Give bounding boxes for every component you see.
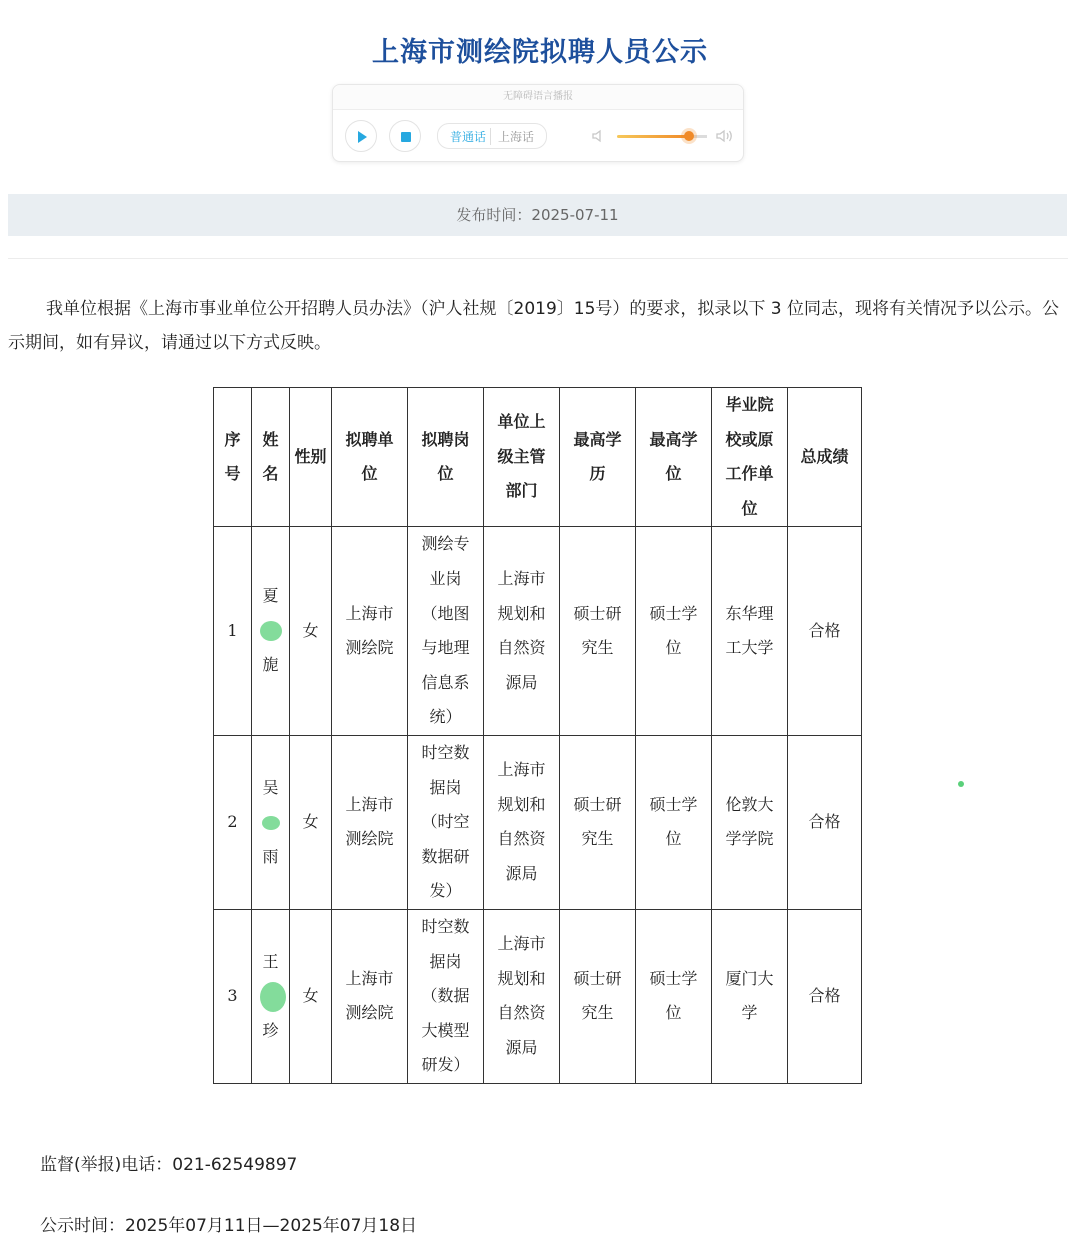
publish-date: 发布时间：2025-07-11 bbox=[8, 194, 1067, 236]
degree-cell: 硕士学位 bbox=[636, 909, 712, 1083]
header-cell: 最高学位 bbox=[636, 388, 712, 527]
name-cell bbox=[252, 735, 290, 909]
score-cell: 合格 bbox=[788, 909, 862, 1083]
table-header-row bbox=[214, 388, 862, 527]
table-row bbox=[214, 909, 862, 1083]
redaction-mark bbox=[260, 621, 282, 641]
gender-cell: 女 bbox=[290, 527, 332, 736]
gender-cell: 女 bbox=[290, 909, 332, 1083]
intro-paragraph: 我单位根据《上海市事业单位公开招聘人员办法》（沪人社规〔2019〕15号）的要求，拟录以下 3 位同志，现将有关情况予以公示。公示期间，如有异议，请通过以下方式反映。 bbox=[8, 299, 1060, 353]
degree-cell: 硕士学位 bbox=[636, 735, 712, 909]
school-cell: 东华理工大学 bbox=[712, 527, 788, 736]
header-cell: 拟聘岗位 bbox=[408, 388, 484, 527]
seq-cell: 1 bbox=[214, 527, 252, 736]
unit-cell: 上海市测绘院 bbox=[332, 909, 408, 1083]
volume-high-icon[interactable] bbox=[715, 128, 735, 144]
degree-cell: 硕士学位 bbox=[636, 527, 712, 736]
language-switch bbox=[437, 123, 547, 149]
stray-dot bbox=[958, 781, 964, 787]
header-cell: 姓名 bbox=[252, 388, 290, 527]
page-title: 上海市测绘院拟聘人员公示 bbox=[372, 37, 708, 68]
name-first: 王 bbox=[262, 951, 279, 971]
edu-cell: 硕士研究生 bbox=[560, 527, 636, 736]
name-first: 夏 bbox=[262, 586, 279, 606]
header-cell: 性别 bbox=[290, 388, 332, 527]
score-cell: 合格 bbox=[788, 735, 862, 909]
seq-cell: 3 bbox=[214, 909, 252, 1083]
name-last: 珍 bbox=[262, 1020, 279, 1040]
edu-cell: 硕士研究生 bbox=[560, 909, 636, 1083]
redaction-mark bbox=[262, 816, 280, 830]
position-cell: 测绘专业岗（地图与地理信息系统） bbox=[408, 527, 484, 736]
table-row bbox=[214, 735, 862, 909]
report-phone: 监督(举报)电话：021-62549897 bbox=[40, 1155, 298, 1175]
header-cell: 毕业院校或原工作单位 bbox=[712, 388, 788, 527]
table-row bbox=[214, 527, 862, 736]
stop-button[interactable] bbox=[389, 120, 421, 152]
candidate-table bbox=[213, 387, 862, 1084]
dept-cell: 上海市规划和自然资源局 bbox=[484, 735, 560, 909]
play-icon bbox=[354, 129, 370, 145]
gender-cell: 女 bbox=[290, 735, 332, 909]
seq-cell: 2 bbox=[214, 735, 252, 909]
school-cell: 厦门大学 bbox=[712, 909, 788, 1083]
unit-cell: 上海市测绘院 bbox=[332, 735, 408, 909]
lang-mandarin[interactable]: 普通话 bbox=[450, 129, 487, 144]
header-cell: 序号 bbox=[214, 388, 252, 527]
name-first: 吴 bbox=[262, 777, 279, 797]
divider bbox=[8, 258, 1068, 259]
name-cell bbox=[252, 909, 290, 1083]
edu-cell: 硕士研究生 bbox=[560, 735, 636, 909]
stop-icon bbox=[398, 129, 414, 145]
header-cell: 总成绩 bbox=[788, 388, 862, 527]
name-last: 旎 bbox=[262, 655, 279, 675]
volume-low-icon[interactable] bbox=[591, 128, 607, 144]
position-cell: 时空数据岗（时空数据研发） bbox=[408, 735, 484, 909]
publicity-period: 公示时间：2025年07月11日—2025年07月18日 bbox=[40, 1216, 418, 1236]
dept-cell: 上海市规划和自然资源局 bbox=[484, 527, 560, 736]
header-cell: 拟聘单位 bbox=[332, 388, 408, 527]
redaction-mark bbox=[260, 982, 286, 1012]
player-header: 无障碍语言播报 bbox=[333, 85, 743, 110]
header-cell: 单位上级主管部门 bbox=[484, 388, 560, 527]
school-cell: 伦敦大学学院 bbox=[712, 735, 788, 909]
position-cell: 时空数据岗（数据大模型研发） bbox=[408, 909, 484, 1083]
name-last: 雨 bbox=[262, 846, 279, 866]
volume-knob[interactable] bbox=[684, 131, 694, 141]
volume-slider[interactable] bbox=[617, 135, 689, 138]
name-cell bbox=[252, 527, 290, 736]
unit-cell: 上海市测绘院 bbox=[332, 527, 408, 736]
header-cell: 最高学历 bbox=[560, 388, 636, 527]
lang-shanghai[interactable]: 上海话 bbox=[490, 128, 538, 145]
audio-player bbox=[332, 84, 744, 162]
dept-cell: 上海市规划和自然资源局 bbox=[484, 909, 560, 1083]
play-button[interactable] bbox=[345, 120, 377, 152]
score-cell: 合格 bbox=[788, 527, 862, 736]
